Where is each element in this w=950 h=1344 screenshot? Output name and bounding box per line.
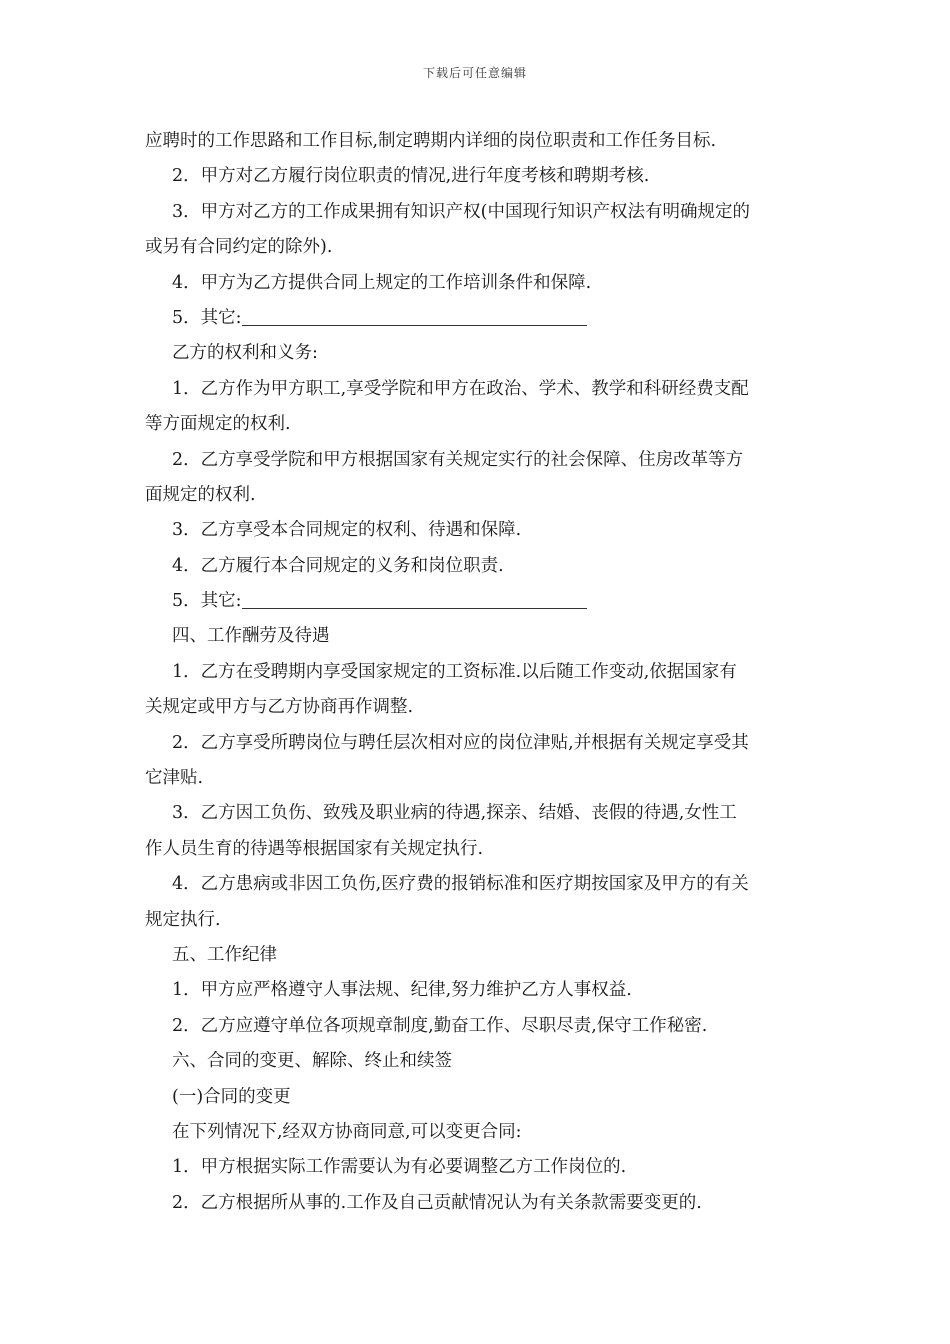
line-text: 关规定或甲方与乙方协商再作调整. <box>145 697 414 718</box>
text-line <box>145 1115 807 1150</box>
line-text: 3．甲方对乙方的工作成果拥有知识产权(中国现行知识产权法有明确规定的 <box>172 201 750 222</box>
text-line <box>145 195 807 230</box>
line-text: 六、合同的变更、解除、终止和续签 <box>172 1051 452 1072</box>
line-text: 5．其它: <box>172 591 242 612</box>
line-text: 2．乙方享受学院和甲方根据国家有关规定实行的社会保障、住房改革等方 <box>172 449 744 470</box>
text-line <box>145 903 807 938</box>
line-text: 或另有合同约定的除外). <box>145 237 333 258</box>
text-line <box>145 407 807 442</box>
line-text: 1．乙方作为甲方职工,享受学院和甲方在政治、学术、教学和科研经费支配 <box>172 378 749 399</box>
line-text: 4．乙方履行本合同规定的义务和岗位职责. <box>172 555 504 576</box>
text-line <box>145 443 807 478</box>
page-header-watermark: 下载后可任意编辑 <box>422 66 527 80</box>
line-text: 2．乙方根据所从事的.工作及自己贡献情况认为有关条款需要变更的. <box>172 1192 702 1213</box>
line-text: 5．其它: <box>172 307 242 328</box>
line-text: 4．乙方患病或非因工负伤,医疗费的报销标准和医疗期按国家及甲方的有关 <box>172 874 749 895</box>
text-line <box>145 655 807 690</box>
text-line <box>145 726 807 761</box>
line-text: 乙方的权利和义务: <box>172 343 318 364</box>
fill-in-blank-line <box>242 590 587 609</box>
line-text: 3．乙方享受本合同规定的权利、待遇和保障. <box>172 520 522 541</box>
line-text: 2．乙方应遵守单位各项规章制度,勤奋工作、尽职尽责,保守工作秘密. <box>172 1015 708 1036</box>
line-text: 面规定的权利. <box>145 484 256 505</box>
line-text: 在下列情况下,经双方协商同意,可以变更合同: <box>172 1121 522 1142</box>
text-line <box>145 867 807 902</box>
text-line <box>145 478 807 513</box>
text-line <box>145 266 807 301</box>
text-line <box>145 513 807 548</box>
line-text: 2．甲方对乙方履行岗位职责的情况,进行年度考核和聘期考核. <box>172 166 650 187</box>
line-text: 等方面规定的权利. <box>145 414 291 435</box>
text-line <box>145 761 807 796</box>
fill-in-blank-line <box>242 307 587 326</box>
text-line <box>145 1044 807 1079</box>
line-text: 4．甲方为乙方提供合同上规定的工作培训条件和保障. <box>172 272 592 293</box>
line-text: (一)合同的变更 <box>172 1086 291 1107</box>
text-line <box>145 796 807 831</box>
text-line <box>145 336 807 371</box>
text-line <box>145 690 807 725</box>
line-text: 1．甲方应严格遵守人事法规、纪律,努力维护乙方人事权益. <box>172 980 632 1001</box>
text-line <box>145 619 807 654</box>
text-line <box>145 159 807 194</box>
text-line <box>145 1009 807 1044</box>
text-line <box>145 1186 807 1221</box>
text-line <box>145 372 807 407</box>
line-text: 3．乙方因工负伤、致残及职业病的待遇,探亲、结婚、丧假的待遇,女性工 <box>172 803 737 824</box>
line-text: 五、工作纪律 <box>172 944 277 965</box>
line-text: 它津贴. <box>145 768 204 789</box>
text-line <box>145 1150 807 1185</box>
line-text: 应聘时的工作思路和工作目标,制定聘期内详细的岗位职责和工作任务目标. <box>145 131 717 151</box>
line-text: 1．甲方根据实际工作需要认为有必要调整乙方工作岗位的. <box>172 1157 627 1178</box>
text-line <box>145 584 807 619</box>
text-line <box>145 832 807 867</box>
text-line <box>145 301 807 336</box>
line-text: 四、工作酬劳及待遇 <box>172 626 330 647</box>
line-text: 2．乙方享受所聘岗位与聘任层次相对应的岗位津贴,并根据有关规定享受其 <box>172 732 749 753</box>
text-line <box>145 1080 807 1115</box>
line-text: 作人员生育的待遇等根据国家有关规定执行. <box>145 838 484 859</box>
line-text: 1．乙方在受聘期内享受国家规定的工资标准.以后随工作变动,依据国家有 <box>172 661 737 682</box>
text-line <box>145 549 807 584</box>
text-line <box>145 938 807 973</box>
text-line <box>145 124 807 159</box>
text-line <box>145 230 807 265</box>
document-body <box>145 124 807 1221</box>
text-line <box>145 973 807 1008</box>
line-text: 规定执行. <box>145 909 221 930</box>
